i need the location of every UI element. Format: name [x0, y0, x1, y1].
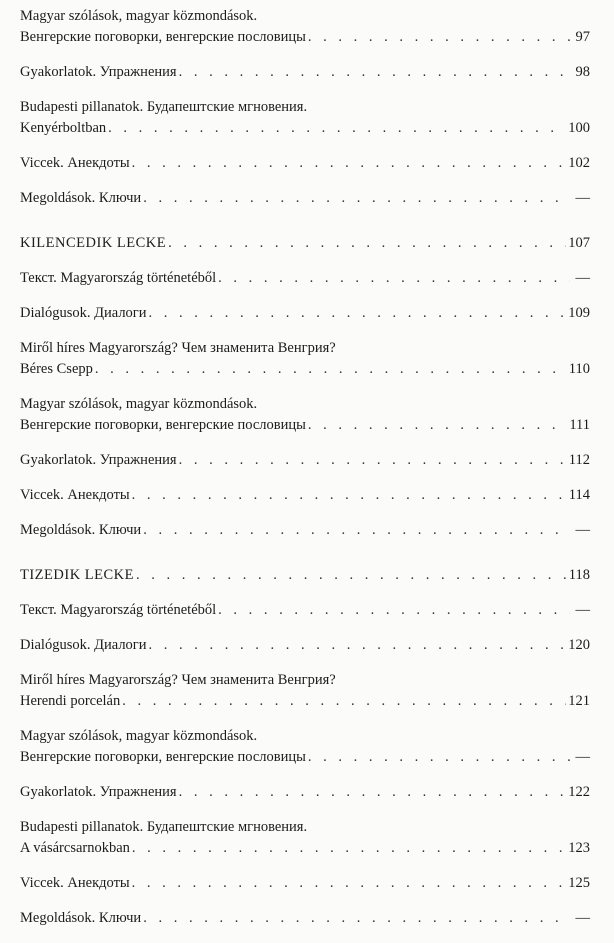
toc-entry-text: Megoldások. Ключи [20, 522, 142, 538]
page-number: — [575, 522, 590, 538]
toc-entry-line [20, 153, 590, 174]
toc-entry-line [20, 268, 590, 289]
toc-entry-line [20, 485, 590, 506]
page-number: 109 [568, 305, 590, 321]
toc-entry-line [20, 908, 590, 929]
toc-entry [20, 817, 590, 859]
toc-entry [20, 635, 590, 656]
toc-entry-line [20, 415, 590, 436]
page-number: — [575, 190, 590, 206]
toc-entry-text: Magyar szólások, magyar közmondások. [20, 8, 258, 24]
page-number: 125 [568, 875, 590, 891]
page-number: — [575, 910, 590, 926]
toc-entry-line [20, 838, 590, 859]
toc-entry-line [20, 359, 590, 380]
lesson-page-number: 107 [568, 235, 590, 251]
lesson-heading [20, 565, 590, 586]
toc-entry-line [20, 188, 590, 209]
dot-leader [143, 908, 570, 929]
lesson-page-number: 118 [568, 567, 590, 583]
dot-leader [132, 485, 567, 506]
dot-leader [218, 268, 570, 289]
toc-entry-line [20, 817, 590, 838]
dot-leader [179, 450, 567, 471]
toc-entry-line [20, 635, 590, 656]
toc-entry-text: Венгерские поговорки, венгерские пословицы [20, 417, 306, 433]
page-number: 98 [575, 64, 590, 80]
dot-leader [143, 188, 570, 209]
toc-entry-text: Megoldások. Ключи [20, 190, 142, 206]
toc-entry [20, 394, 590, 436]
toc-entry-line [20, 600, 590, 621]
toc-entry-text: Megoldások. Ключи [20, 910, 142, 926]
toc-entry [20, 726, 590, 768]
toc-entry [20, 153, 590, 174]
page-number: — [575, 602, 590, 618]
toc-entry-line [20, 118, 590, 139]
toc-entry-text: Венгерские поговорки, венгерские пословицы [20, 29, 306, 45]
toc-entry [20, 908, 590, 929]
dot-leader [149, 635, 567, 656]
toc-entry-line [20, 726, 590, 747]
lesson-title: KILENCEDIK LECKE [20, 235, 167, 251]
toc-entry [20, 97, 590, 139]
toc-entry-line [20, 338, 590, 359]
dot-leader [308, 27, 570, 48]
toc-entry-line [20, 691, 590, 712]
page-number: 122 [568, 784, 590, 800]
toc-entry-text: Viccek. Анекдоты [20, 875, 130, 891]
toc-entry-text: Gyakorlatok. Упражнения [20, 784, 177, 800]
toc-entry-text: Béres Csepp [20, 361, 93, 377]
toc-entry-text: Viccek. Анекдоты [20, 155, 130, 171]
page-number: 100 [568, 120, 590, 136]
toc-entry-text: Miről híres Magyarország? Чем знаменита Венгрия? [20, 340, 336, 356]
page-number: 114 [568, 487, 590, 503]
page-number: 123 [568, 840, 590, 856]
toc-entry [20, 268, 590, 289]
dot-leader [218, 600, 570, 621]
toc-entry-text: Magyar szólások, magyar közmondások. [20, 396, 258, 412]
toc-entry-line [20, 97, 590, 118]
page-number: 121 [568, 693, 590, 709]
toc-entry-line [20, 873, 590, 894]
toc-entry-text: Herendi porcelán [20, 693, 121, 709]
toc-entry-line [20, 6, 590, 27]
toc-entry [20, 188, 590, 209]
page-number: 102 [568, 155, 590, 171]
toc-entry-line [20, 670, 590, 691]
toc-entry [20, 338, 590, 380]
lesson-heading-line [20, 233, 590, 254]
page-number: 110 [568, 361, 590, 377]
toc-entry-line [20, 782, 590, 803]
dot-leader [179, 782, 567, 803]
dot-leader [122, 691, 566, 712]
dot-leader [132, 873, 567, 894]
lesson-heading-line [20, 565, 590, 586]
toc-entry-text: Kenyérboltban [20, 120, 107, 136]
dot-leader [132, 838, 566, 859]
dot-leader [179, 62, 570, 83]
toc-entry [20, 520, 590, 541]
dot-leader [132, 153, 567, 174]
toc-entry-text: Magyar szólások, magyar közmondások. [20, 728, 258, 744]
toc-entry-text: Gyakorlatok. Упражнения [20, 452, 177, 468]
dot-leader [95, 359, 567, 380]
toc-entry-text: Dialógusok. Диалоги [20, 305, 147, 321]
dot-leader [168, 233, 566, 254]
toc-entry [20, 450, 590, 471]
page-number: 111 [569, 417, 590, 433]
toc-entry-text: Budapesti pillanatok. Будапештские мгновения. [20, 99, 308, 115]
dot-leader [149, 303, 567, 324]
page-number: 97 [575, 29, 590, 45]
toc-entry-line [20, 747, 590, 768]
toc-entry-line [20, 450, 590, 471]
toc-entry-text: Текст. Magyarország történetéből [20, 602, 217, 618]
toc-entry-text: Viccek. Анекдоты [20, 487, 130, 503]
dot-leader [308, 415, 567, 436]
page-number: — [575, 270, 590, 286]
dot-leader [108, 118, 566, 139]
table-of-contents [20, 0, 590, 943]
toc-entry [20, 782, 590, 803]
toc-entry-text: Gyakorlatok. Упражнения [20, 64, 177, 80]
lesson-title: TIZEDIK LECKE [20, 567, 135, 583]
dot-leader [143, 520, 570, 541]
toc-entry-text: Dialógusok. Диалоги [20, 637, 147, 653]
toc-entry [20, 485, 590, 506]
toc-entry-line [20, 520, 590, 541]
toc-entry-text: Текст. Magyarország történetéből [20, 270, 217, 286]
toc-entry-text: A vásárcsarnokban [20, 840, 130, 856]
toc-entry [20, 873, 590, 894]
toc-entry-text: Budapesti pillanatok. Будапештские мгновения. [20, 819, 308, 835]
dot-leader [136, 565, 567, 586]
page-number: — [575, 749, 590, 765]
toc-entry-text: Венгерские поговорки, венгерские пословицы [20, 749, 306, 765]
page-number: 120 [568, 637, 590, 653]
toc-entry-line [20, 303, 590, 324]
toc-entry [20, 600, 590, 621]
toc-entry [20, 303, 590, 324]
toc-entry-text: Miről híres Magyarország? Чем знаменита Венгрия? [20, 672, 336, 688]
toc-entry-line [20, 394, 590, 415]
toc-entry-line [20, 27, 590, 48]
page-number: 112 [568, 452, 590, 468]
toc-entry [20, 670, 590, 712]
toc-entry [20, 6, 590, 48]
toc-entry [20, 62, 590, 83]
dot-leader [308, 747, 570, 768]
lesson-heading [20, 233, 590, 254]
toc-entry-line [20, 62, 590, 83]
